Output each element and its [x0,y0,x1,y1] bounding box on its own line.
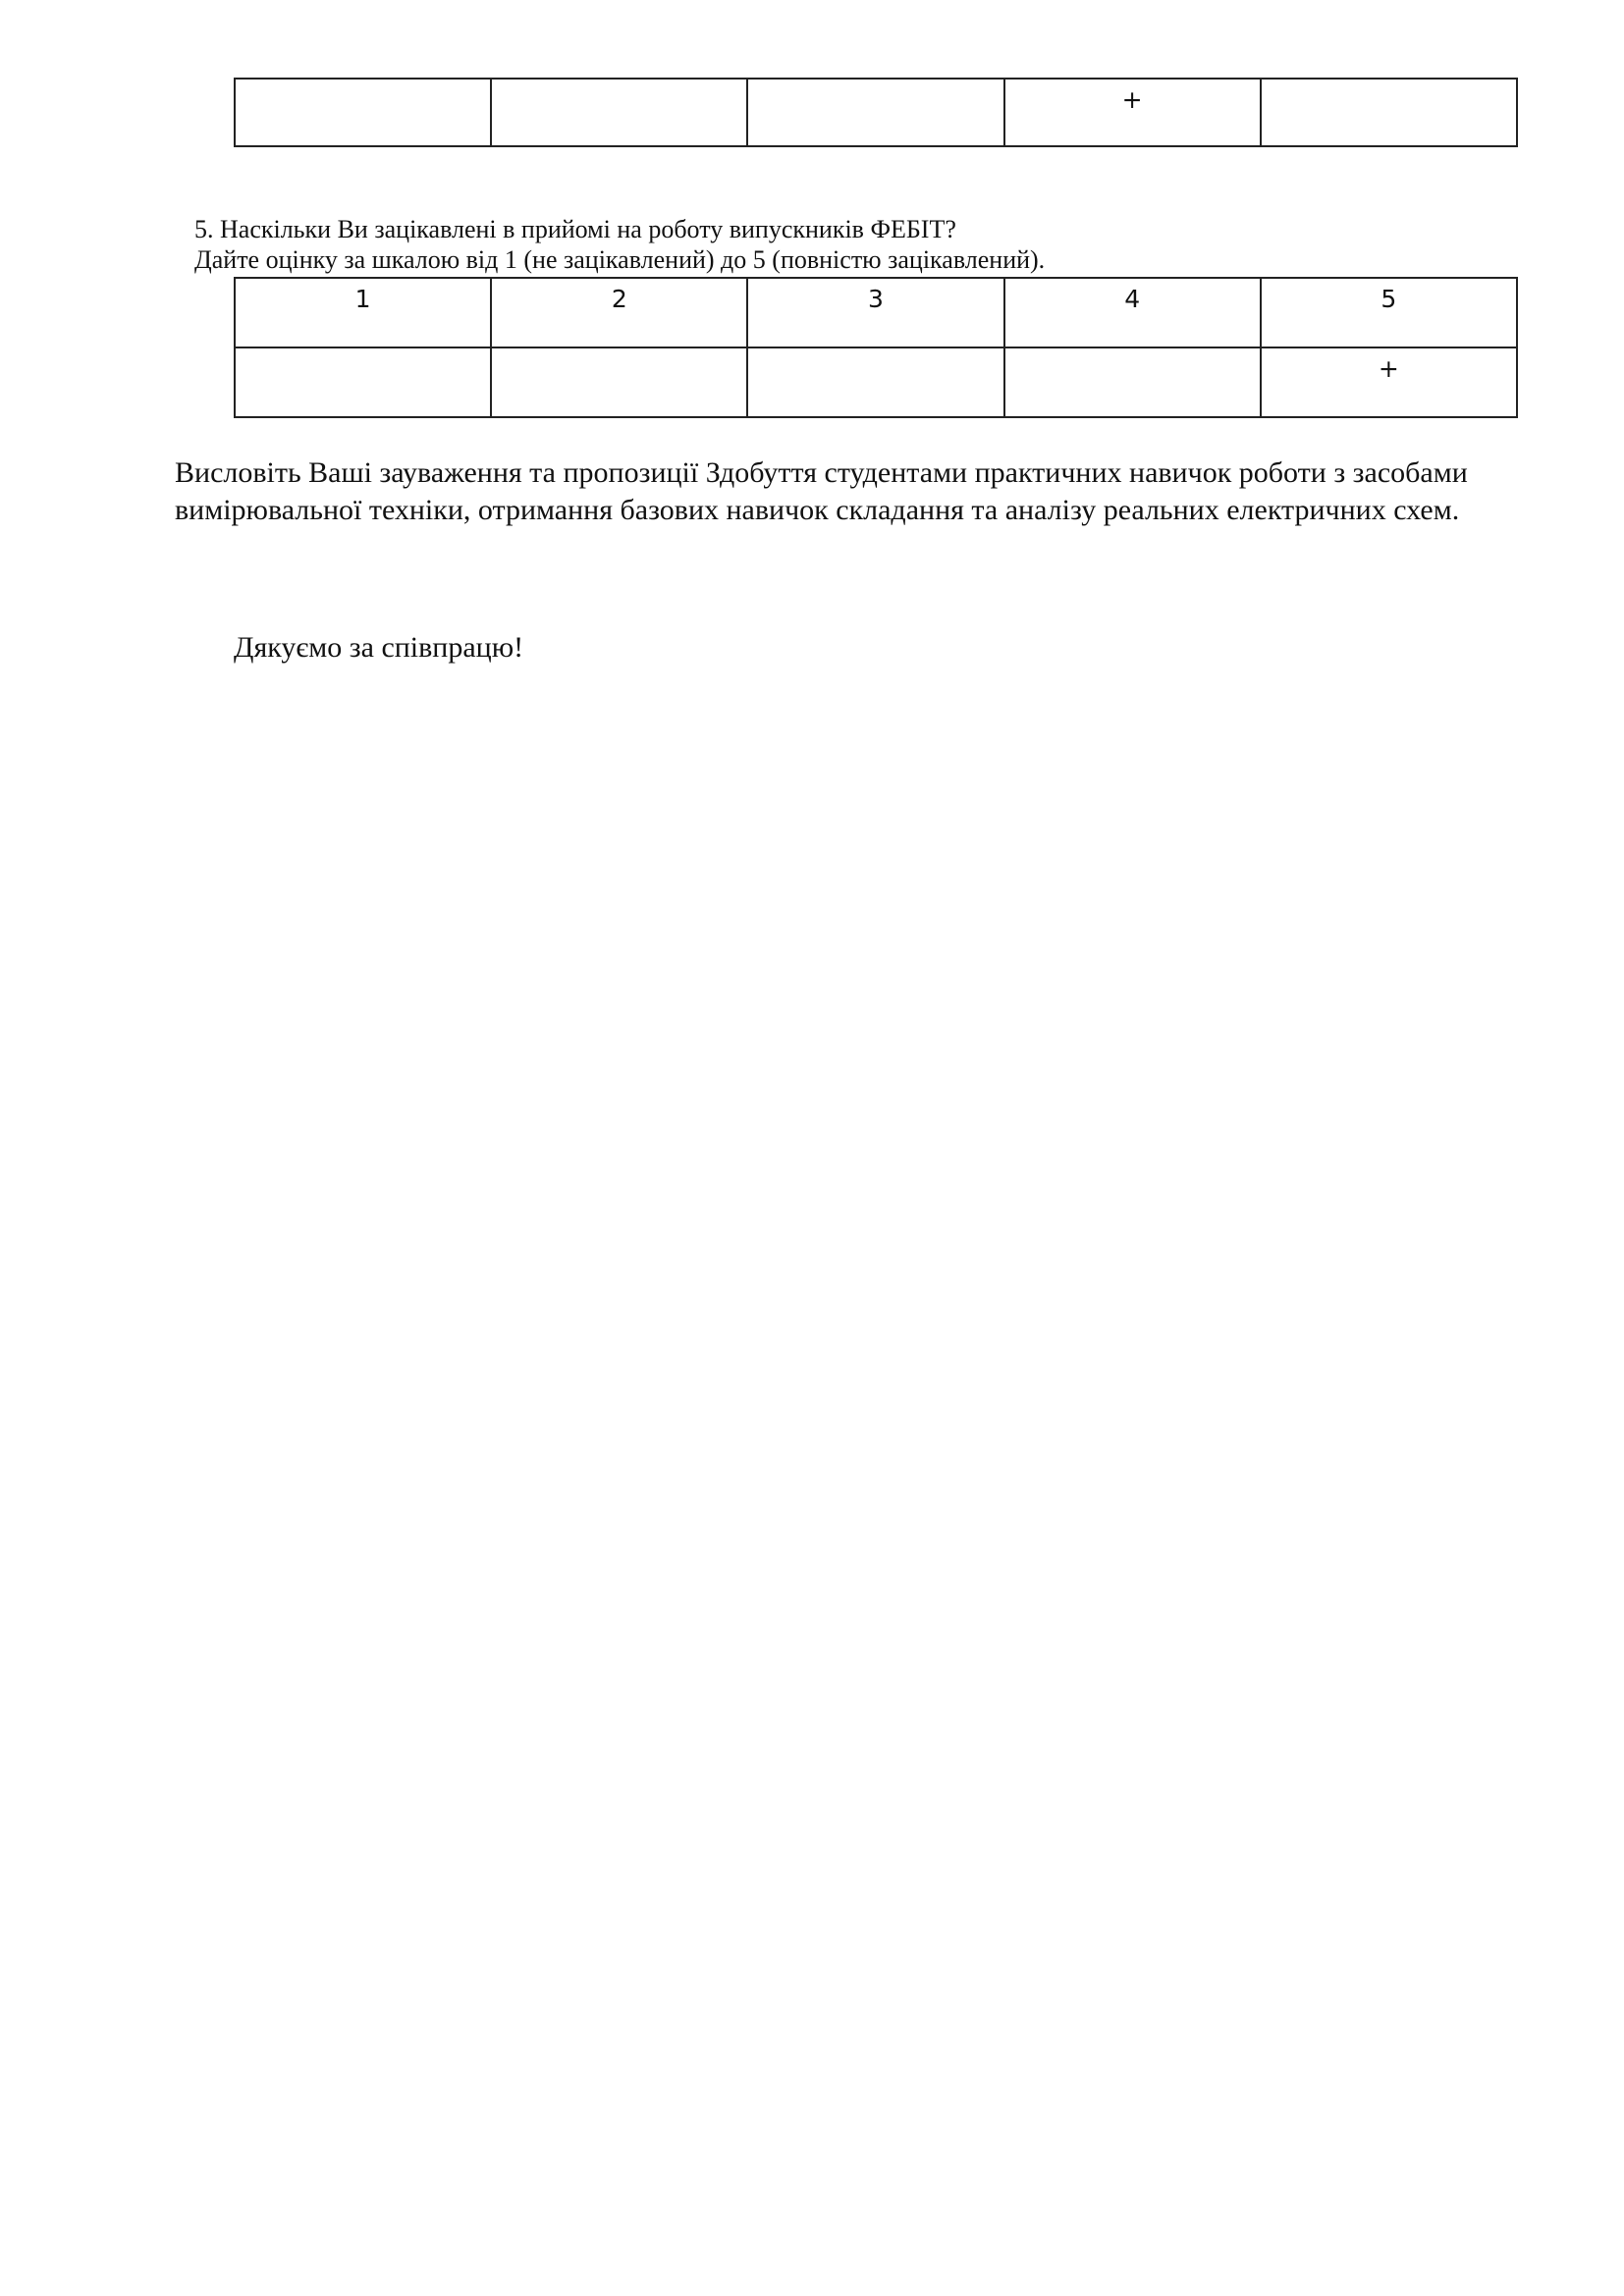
table-cell-2 [491,79,747,146]
rating-scale-table [234,277,1518,418]
closing-thanks: Дякуємо за співпрацю! [234,631,524,664]
scale-header-row [235,278,1517,347]
remarks-text-line-2: вимірювальної техніки, отримання базових навичок складання та аналізу реальних електричних схем. [175,494,1460,526]
table-cell-4: + [1004,79,1261,146]
question-5-instruction: Дайте оцінку за шкалою від 1 (не зацікавлений) до 5 (повністю зацікавлений). [194,245,1046,274]
table-cell-3 [747,79,1003,146]
scale-header-2: 2 [491,278,747,347]
scale-header-5: 5 [1261,278,1517,347]
table-cell-5 [1261,79,1517,146]
scale-header-1: 1 [235,278,491,347]
scale-answer-4 [1004,347,1261,417]
scale-answer-5: + [1261,347,1517,417]
scale-answer-3 [747,347,1003,417]
table-cell-1 [235,79,491,146]
scale-answer-1 [235,347,491,417]
scale-answer-row [235,347,1517,417]
remarks-text-line-1: Висловіть Ваші зауваження та пропозиції Здобуття студентами практичних навичок роботи з засобами [175,456,1468,489]
scale-header-3: 3 [747,278,1003,347]
table-row [235,79,1517,146]
previous-question-table [234,78,1518,147]
scale-header-4: 4 [1004,278,1261,347]
question-5-title: 5. Наскільки Ви зацікавлені в прийомі на роботу випускників ФЕБІТ? [194,215,956,243]
scale-answer-2 [491,347,747,417]
